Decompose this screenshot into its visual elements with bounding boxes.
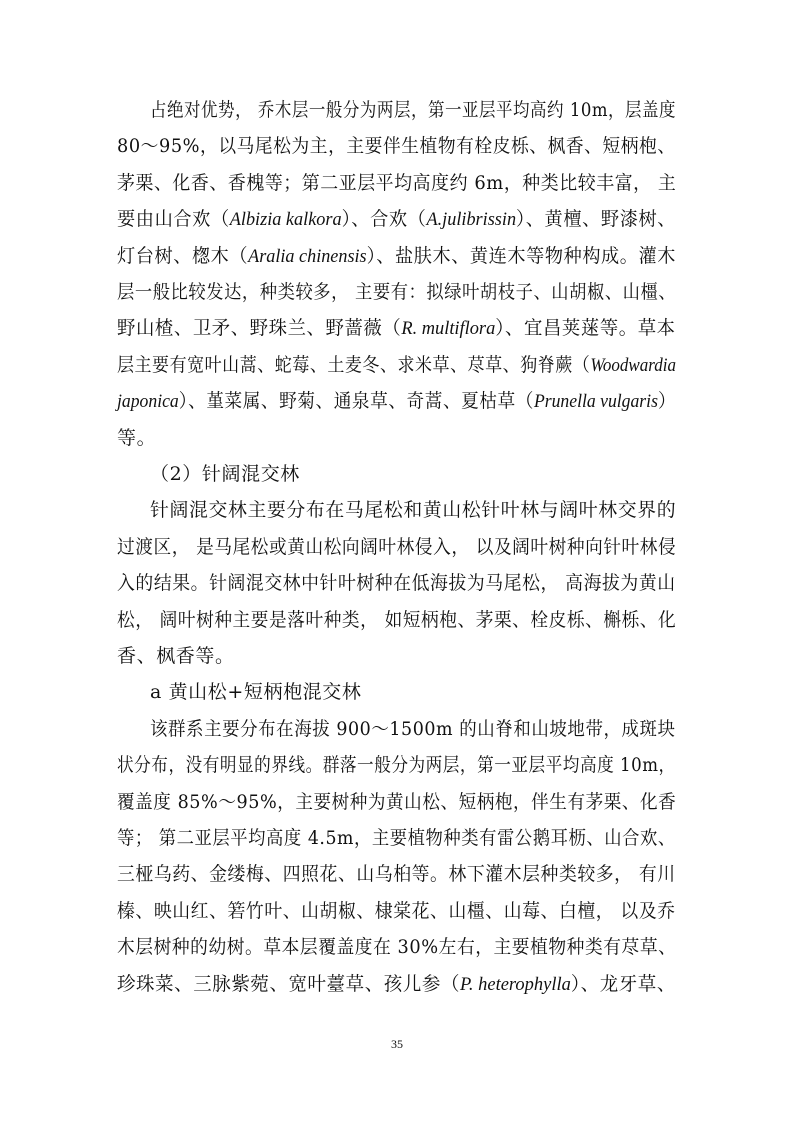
text-segment: 占绝对优势， 乔木层一般分为两层，第一亚层平均高约 10m，层盖度	[150, 99, 677, 121]
text-segment: 三桠乌药、金缕梅、四照花、山乌桕等。林下灌木层种类较多， 有川	[117, 863, 676, 886]
text-segment: 榛、映山红、箬竹叶、山胡椒、棣棠花、山橿、山莓、白檀， 以及乔	[117, 899, 676, 922]
text-line	[117, 972, 676, 997]
text-segment: 野山楂、卫矛、野珠兰、野蔷薇（	[117, 317, 402, 340]
text-segment: ）、盐肤木、黄连木等物种构成。灌木	[366, 244, 676, 267]
text-segment: 灯台树、楤木（	[117, 244, 249, 267]
text-segment: 等。	[117, 426, 157, 449]
text-segment: ）、宜昌荚蒾等。草本	[495, 317, 676, 340]
text-line	[150, 462, 300, 486]
text-segment: ）、黄檀、野漆树、	[516, 208, 677, 231]
text-segment: （2）针阔混交林	[150, 463, 300, 485]
text-line	[117, 207, 676, 232]
text-line	[117, 826, 676, 850]
text-segment: 松， 阔叶树种主要是落叶种类， 如短柄枹、茅栗、栓皮栎、槲栎、化	[117, 608, 677, 631]
text-line	[150, 498, 676, 522]
latin-name: Albizia kalkora	[229, 209, 342, 231]
text-segment: ）、龙牙草、	[570, 972, 676, 995]
text-line	[117, 899, 676, 923]
text-segment: 80～95%，以马尾松为主，主要伴生植物有栓皮栎、枫香、短柄枹、	[117, 135, 676, 158]
text-segment: 状分布，没有明显的界线。群落一般分为两层，第一亚层平均高度 10m，	[117, 754, 676, 777]
text-line	[150, 98, 676, 122]
text-line	[117, 935, 676, 959]
latin-name: japonica	[117, 391, 179, 413]
text-line	[117, 134, 676, 158]
latin-name: P. heterophylla	[460, 973, 571, 995]
text-segment: 该群系主要分布在海拔 900～1500m 的山脊和山坡地带，成斑块	[150, 717, 676, 740]
text-segment: ）、合欢（	[341, 208, 427, 231]
text-line	[117, 862, 676, 886]
text-segment: 等； 第二亚层平均高度 4.5m，主要植物种类有雷公鹅耳枥、山合欢、	[117, 827, 676, 849]
text-segment: 层主要有宽叶山蒿、蛇莓、土麦冬、求米草、荩草、狗脊蕨（	[117, 353, 591, 376]
text-segment: a 黄山松+短柄枹混交林	[150, 681, 362, 704]
text-line	[117, 426, 156, 450]
text-segment: 入的结果。针阔混交林中针叶树种在低海拔为马尾松， 高海拔为黄山	[117, 572, 676, 595]
latin-name: Aralia chinensis	[248, 245, 367, 267]
text-segment: 香、枫香等。	[117, 645, 235, 667]
text-segment: ）	[657, 390, 677, 413]
text-segment: ）、堇菜属、野菊、通泉草、奇蒿、夏枯草（	[178, 390, 534, 413]
text-line	[117, 535, 676, 559]
text-line	[117, 608, 676, 632]
latin-name: Prunella vulgaris	[533, 391, 658, 413]
text-line	[117, 171, 676, 195]
text-segment: 茅栗、化香、香槐等；第二亚层平均高度约 6m，种类比较丰富， 主	[117, 171, 677, 194]
text-line	[117, 316, 676, 341]
text-line	[117, 790, 676, 814]
text-segment: 要由山合欢（	[117, 208, 230, 231]
latin-name: Woodwardia	[590, 354, 676, 376]
text-line	[117, 244, 676, 269]
text-line	[117, 280, 676, 304]
text-line	[117, 353, 676, 378]
text-segment: 过渡区， 是马尾松或黄山松向阔叶林侵入， 以及阔叶树种向针叶林侵	[117, 535, 677, 558]
latin-name: A.julibrissin	[426, 209, 517, 231]
text-line	[150, 680, 362, 704]
text-line	[150, 717, 676, 741]
text-line	[117, 644, 235, 668]
text-segment: 覆盖度 85%～95%，主要树种为黄山松、短柄枹，伴生有茅栗、化香	[117, 790, 677, 813]
text-segment: 珍珠菜、三脉紫菀、宽叶薹草、孩儿参（	[117, 972, 461, 995]
text-line	[117, 389, 676, 414]
text-segment: 层一般比较发达，种类较多， 主要有：拟绿叶胡枝子、山胡椒、山橿、	[117, 281, 677, 303]
text-line	[117, 753, 676, 777]
text-line	[117, 571, 676, 595]
latin-name: R. multiflora	[401, 318, 496, 340]
text-segment: 针阔混交林主要分布在马尾松和黄山松针叶林与阔叶林交界的	[150, 499, 677, 522]
page-number: 35	[391, 1037, 403, 1051]
text-segment: 木层树种的幼树。草本层覆盖度在 30%左右，主要植物种类有荩草、	[117, 936, 677, 959]
